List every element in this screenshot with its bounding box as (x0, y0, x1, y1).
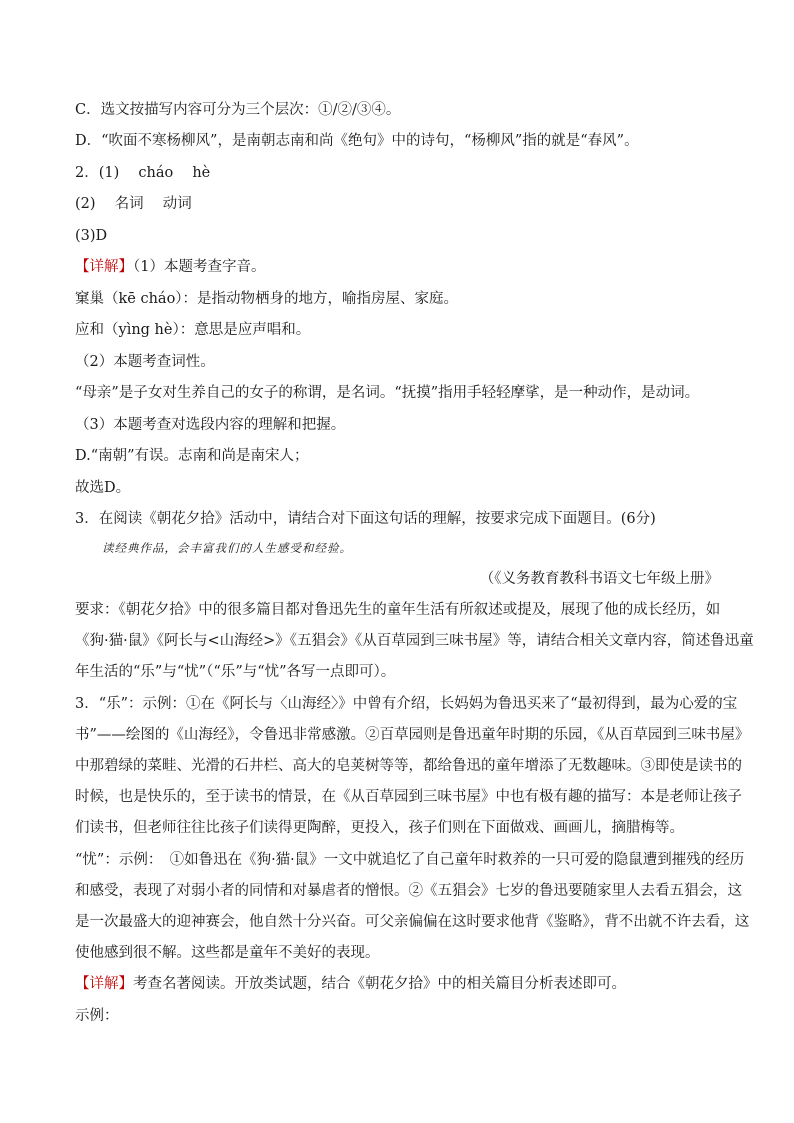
answer-2-1: 2．(1) cháo hè (75, 165, 211, 181)
option-d: D．“吹面不寒杨柳风”，是南朝志南和尚《绝句》中的诗句，“杨柳风”指的就是“春风”。 (75, 133, 639, 149)
detail-line-5: “母亲”是子女对生养自己的女子的称谓，是名词。“抚摸”指用手轻轻摩挲，是一种动作，是动词。 (75, 385, 700, 401)
detail-3-line (75, 974, 626, 994)
answer-3-line-2: 书”——绘图的《山海经》，令鲁迅非常感激。②百草园则是鲁迅童年时期的乐园，《从百草园到三味书屋》 (75, 727, 750, 743)
quote-source: （《义务教育教科书语文七年级上册》 (479, 571, 719, 587)
answer-3-line-1: 3．“乐”：示例：①在《阿长与〈山海经〉》中曾有介绍，长妈妈为鲁迅买来了“最初得到，最为心爱的宝 (75, 696, 738, 712)
option-c: C．选文按描写内容可分为三个层次：①/②/③④。 (75, 102, 401, 118)
detail-line-7: D.“南朝”有误。志南和尚是南宋人； (75, 448, 309, 464)
detail-tag: 【详解】 (75, 259, 133, 275)
detail-tag: 【详解】 (75, 976, 133, 992)
requirement-line-3: 年生活的“乐”与“忧”（“乐”与“忧”各写一点即可）。 (75, 664, 396, 680)
detail-text: （1）本题考查字音。 (133, 259, 266, 275)
detail-line-3: 应和（yìng hè）：意思是应声唱和。 (75, 322, 311, 338)
answer-3-line-5: 们读书，但老师往往比孩子们读得更陶醉，更投入，孩子们则在下面做戏、画画儿，摘腊梅等。 (75, 820, 684, 836)
answer-3-line-3: 中那碧绿的菜畦、光滑的石井栏、高大的皂荚树等等，都给鲁迅的童年增添了无数趣味。③即使是读书的 (75, 758, 742, 774)
answer-3-line-6: “忧”：示例： ①如鲁迅在《狗·猫·鼠》一文中就追忆了自己童年时救养的一只可爱的隐鼠遭到摧残的经历 (75, 852, 745, 868)
handwritten-quote: 读经典作品，会丰富我们的人生感受和经验。 (102, 541, 352, 555)
requirement-line-2: 《狗·猫·鼠》《阿长与<山海经>》《五猖会》《从百草园到三味书屋》等，请结合相关文章内容，简述鲁迅童 (75, 633, 754, 649)
answer-2-2: (2) 名词 动词 (75, 196, 192, 212)
answer-3-line-9: 使他感到很不解。这些都是童年不美好的表现。 (75, 945, 380, 961)
example-label: 示例： (75, 1008, 119, 1024)
detail-3-text: 考查名著阅读。开放类试题，结合《朝花夕拾》中的相关篇目分析表述即可。 (133, 976, 626, 992)
detail-line-6: （3）本题考查对选段内容的理解和把握。 (75, 417, 346, 433)
answer-3-line-4: 时候，也是快乐的，至于读书的情景，在《从百草园到三味书屋》中也有极有趣的描写：本是老师让孩子 (75, 789, 742, 805)
question-3: 3．在阅读《朝花夕拾》活动中，请结合对下面这句话的理解，按要求完成下面题目。(6分) (75, 511, 656, 527)
detail-line-1 (75, 257, 265, 277)
detail-line-2: 窠巢（kē cháo）：是指动物栖身的地方，喻指房屋、家庭。 (75, 291, 459, 307)
answer-2-3: (3)D (75, 228, 108, 244)
detail-line-4: （2）本题考查词性。 (75, 354, 215, 370)
requirement-line-1: 要求：《朝花夕拾》中的很多篇目都对鲁迅先生的童年生活有所叙述或提及，展现了他的成长经历，如 (75, 602, 721, 618)
answer-3-line-7: 和感受，表现了对弱小者的同情和对暴虐者的憎恨。②《五猖会》七岁的鲁迅要随家里人去看五猖会，这 (75, 883, 742, 899)
answer-3-line-8: 是一次最盛大的迎神赛会，他自然十分兴奋。可父亲偏偏在这时要求他背《鉴略》，背不出就不许去看，这 (75, 914, 750, 930)
detail-line-8: 故选D。 (75, 480, 131, 496)
